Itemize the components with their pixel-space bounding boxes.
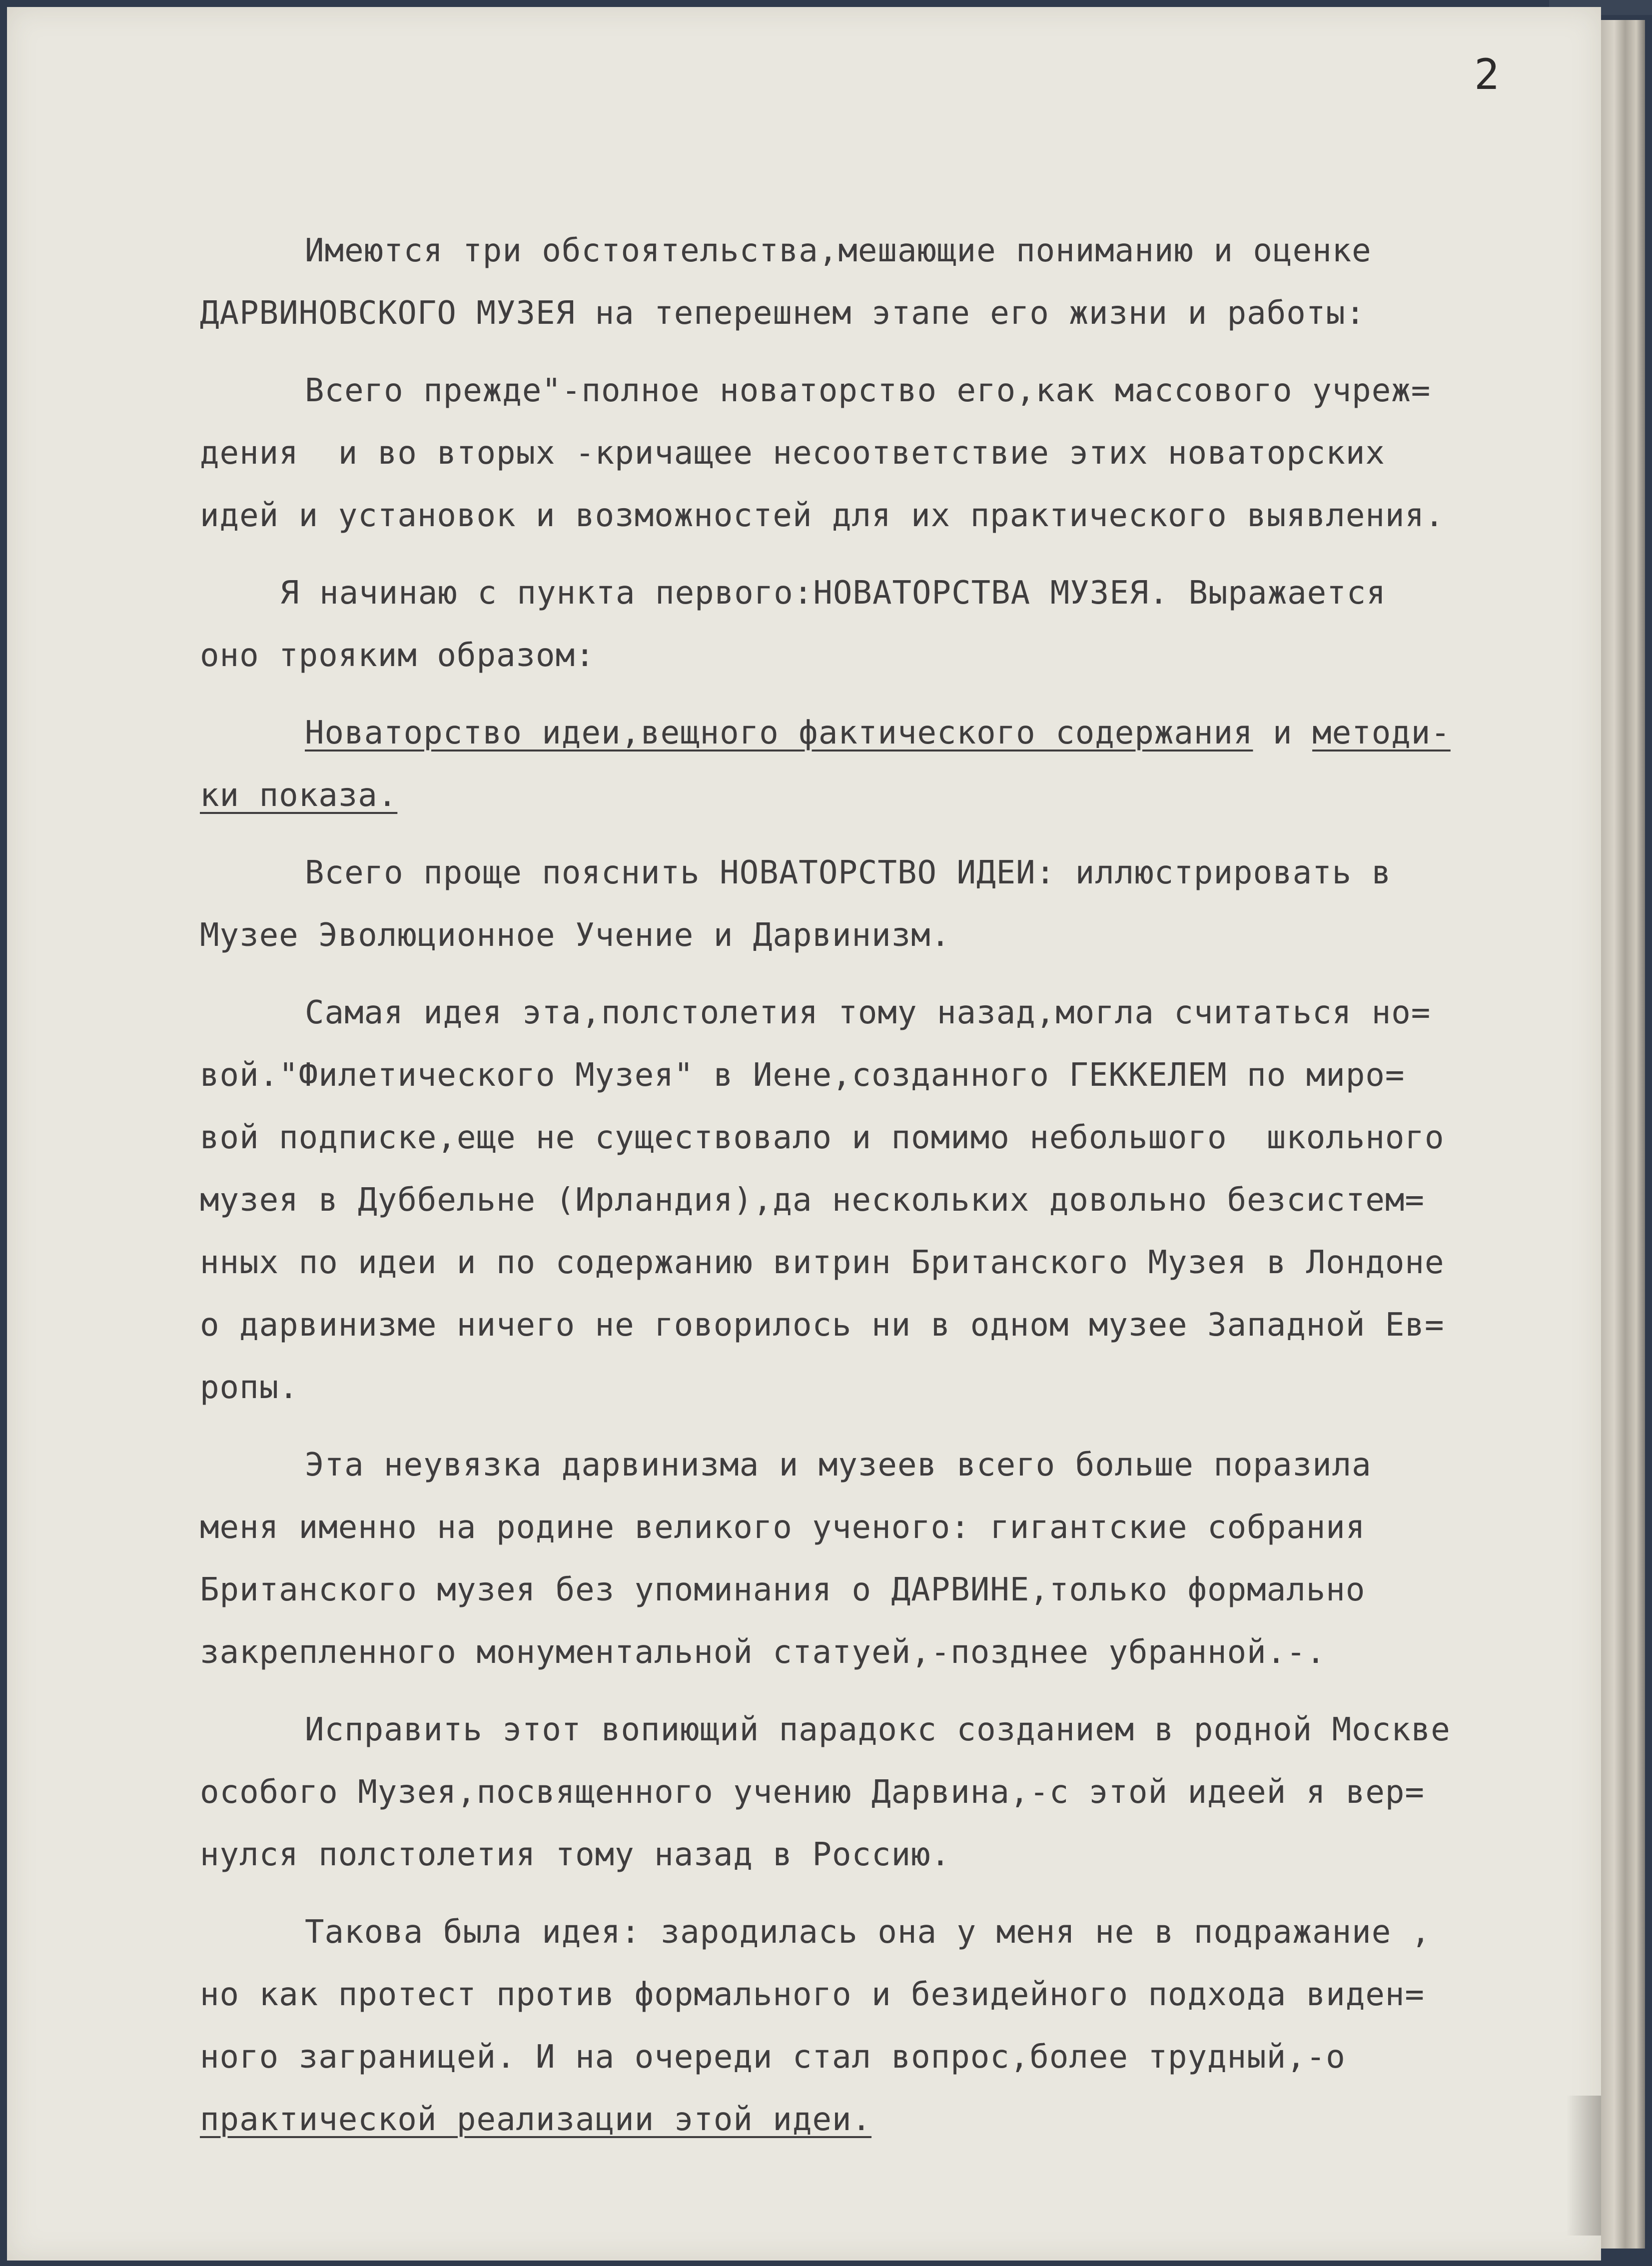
text-line: Такова была идея: зародилась она у меня не в подражание ,	[305, 1914, 1431, 1951]
text-line: Британского музея без упоминания о ДАРВИНЕ,только формально	[200, 1571, 1366, 1608]
text-line: Исправить этот вопиющий парадокс созданием в родной Москве	[305, 1711, 1451, 1748]
text-line: ДАРВИНОВСКОГО МУЗЕЯ на теперешнем этапе его жизни и работы:	[200, 295, 1366, 332]
text-line-underlined	[200, 2089, 1519, 2151]
text-line: вой подписке,еще не существовало и помимо небольшого школьного	[200, 1119, 1445, 1156]
text-line: вой."Филетического Музея" в Иене,созданного ГЕККЕЛЕМ по миро=	[200, 1057, 1405, 1094]
page-stack-edge	[1601, 20, 1645, 2249]
text-line: идей и установок и возможностей для их практического выявления.	[200, 497, 1445, 534]
text-line: меня именно на родине великого ученого: гигантские собрания	[200, 1509, 1366, 1546]
text-line: оно трояким образом:	[200, 637, 595, 674]
text-line: закрепленного монументальной статуей,-позднее убранной.-.	[200, 1634, 1326, 1671]
text-line: Самая идея эта,полстолетия тому назад,могла считаться но=	[305, 994, 1431, 1031]
text-line: особого Музея,посвященного учению Дарвина,-с этой идеей я вер=	[200, 1774, 1425, 1811]
page-number: 2	[1474, 50, 1500, 99]
text-line-underlined	[200, 702, 1519, 764]
underlined-phrase: практической реализации этой идеи.	[200, 2101, 872, 2138]
text-line-underlined	[200, 764, 1519, 827]
text-line: ропы.	[200, 1369, 299, 1406]
text-line: Имеются три обстоятельства,мешающие пониманию и оценке	[305, 232, 1372, 269]
text-line: Всего прежде"-полное новаторство его,как массового учреж=	[305, 372, 1431, 409]
text-line: о дарвинизме ничего не говорилось ни в одном музее Западной Ев=	[200, 1307, 1445, 1344]
text-line: дения и во вторых -кричащее несоответствие этих новаторских	[200, 435, 1385, 472]
page-shadow	[1566, 2096, 1601, 2236]
text-line: ного заграницей. И на очереди стал вопрос,более трудный,-о	[200, 2039, 1346, 2076]
underlined-phrase: ки показа.	[200, 777, 398, 814]
text-line: Всего проще пояснить НОВАТОРСТВО ИДЕИ: иллюстрировать в	[305, 854, 1392, 891]
text-line: Эта неувязка дарвинизма и музеев всего больше поразила	[305, 1447, 1372, 1484]
typed-text	[200, 220, 1519, 2151]
underlined-phrase: Новаторство идеи,вещного фактического содержания	[305, 715, 1253, 752]
text-line: музея в Дуббельне (Ирландия),да нескольких довольно безсистем=	[200, 1182, 1425, 1219]
text-line: но как протест против формального и безидейного подхода виден=	[200, 1976, 1425, 2013]
underlined-phrase: методи-	[1312, 715, 1451, 752]
text-line: нулся полстолетия тому назад в Россию.	[200, 1836, 951, 1873]
text-line: нных по идеи и по содержанию витрин Британского Музея в Лондоне	[200, 1244, 1445, 1281]
connector-text: и	[1253, 715, 1313, 752]
text-line: Я начинаю с пункта первого:НОВАТОРСТВА МУЗЕЯ. Выражается	[280, 575, 1386, 612]
text-line: Музее Эволюционное Учение и Дарвинизм.	[200, 917, 951, 954]
